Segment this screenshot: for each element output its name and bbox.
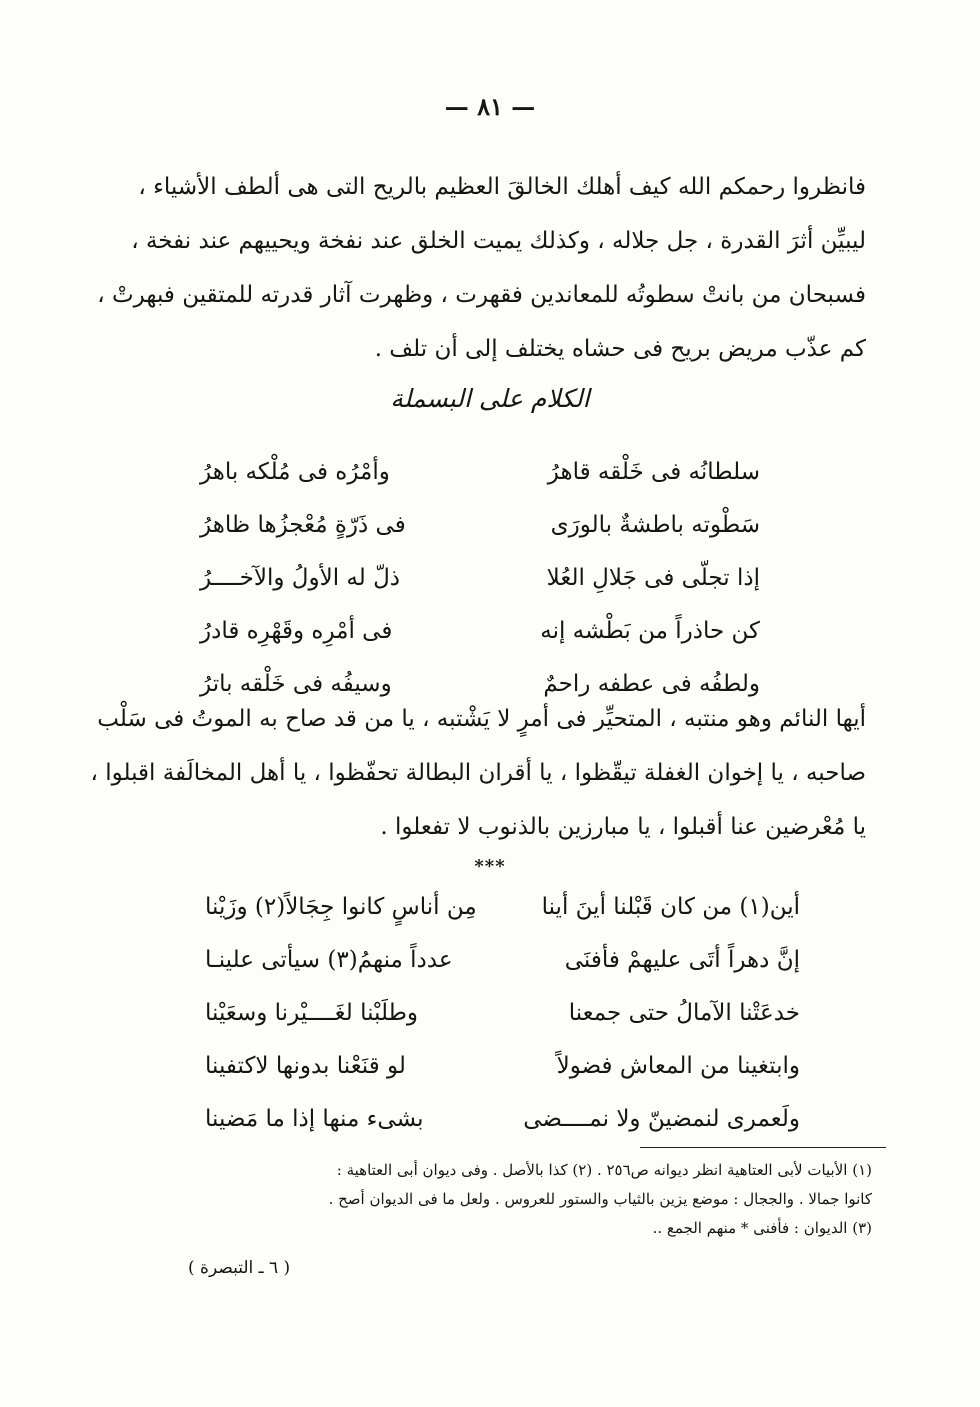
verse-line xyxy=(205,1039,800,1092)
verse-hemistich-second: بشىء منها إذا ما مَضينا xyxy=(205,1105,424,1132)
verse-hemistich-first: كن حاذراً من بَطْشه إنه xyxy=(540,617,760,644)
verse-line xyxy=(205,986,800,1039)
verse-hemistich-second: مِن أناسٍ كانوا جِجَالاً(٢) وزَيْنا xyxy=(205,893,477,920)
verse-line xyxy=(200,604,760,657)
verse-hemistich-first: أين(١) من كان قَبْلنا أينَ أينا xyxy=(541,893,800,920)
verse-hemistich-second: فى ذَرّةٍ مُعْجزُها ظاهرُ xyxy=(200,511,406,538)
verse-hemistich-first: إنَّ دهراً أتَى عليهمْ فأفنَى xyxy=(564,946,800,973)
text-line: أيها النائم وهو منتبه ، المتحيِّر فى أمرٍ لا يَشْتبه ، يا من قد صاح به الموتُ فى سَلْب xyxy=(97,706,866,732)
verse-hemistich-second: فى أمْرِه وقَهْرِه قادرُ xyxy=(200,617,393,644)
poem-1 xyxy=(200,445,760,710)
verse-hemistich-first: سَطْوته باطشةٌ بالورَى xyxy=(550,511,760,538)
verse-hemistich-second: لو قنَعْنا بدونها لاكتفينا xyxy=(205,1052,406,1079)
text-line: يا مُعْرضين عنا أقبلوا ، يا مبارزين بالذنوب لا تفعلوا . xyxy=(380,814,866,840)
verse-hemistich-second: وسيفُه فى خَلْقه باترُ xyxy=(200,670,392,697)
verse-line xyxy=(205,880,800,933)
footnote-separator xyxy=(640,1147,886,1148)
verse-hemistich-first: ولطفُه فى عطفه راحمٌ xyxy=(543,670,760,697)
verse-hemistich-second: ذلّ له الأولُ والآخــــرُ xyxy=(200,564,401,591)
verse-hemistich-second: وطلَبْنا لغَــــيْرنا وسعَيْنا xyxy=(205,999,418,1026)
text-line: فانظروا رحمكم الله كيف أهلك الخالقَ العظيم بالريح التى هى ألطف الأشياء ، xyxy=(138,174,866,200)
text-line: صاحبه ، يا إخوان الغفلة تيقّظوا ، يا أقران البطالة تحفّظوا ، يا أهل المخالَفة اقبلوا ، xyxy=(90,760,866,786)
paragraph-1 xyxy=(97,160,866,376)
verse-line xyxy=(200,498,760,551)
verse-hemistich-second: وأمْرُه فى مُلْكه باهرُ xyxy=(200,458,390,485)
text-line: فسبحان من بانتْ سطوتُه للمعاندين فقهرت ، وظهرت آثار قدرته للمتقين فبهرتْ ، xyxy=(97,282,866,308)
verse-hemistich-first: سلطانُه فى خَلْقه قاهرُ xyxy=(547,458,760,485)
text-line: كم عذّب مريض بريح فى حشاه يختلف إلى أن تلف . xyxy=(374,336,866,362)
verse-hemistich-first: وابتغينا من المعاش فضولاً xyxy=(556,1052,800,1079)
poem-2 xyxy=(205,880,800,1145)
printer-signature: ( ٦ ـ التبصرة ) xyxy=(188,1258,291,1278)
verse-line xyxy=(200,551,760,604)
section-divider-stars: *** xyxy=(474,856,506,877)
verse-hemistich-first: ولَعمرى لنمضينّ ولا نمــــضى xyxy=(523,1105,800,1132)
verse-hemistich-first: إذا تجلّى فى جَلالِ العُلا xyxy=(546,564,760,591)
footnotes xyxy=(150,1156,872,1243)
verse-line xyxy=(205,1092,800,1145)
section-heading: الكلام على البسملة xyxy=(390,384,590,413)
footnote-line: (٣) الديوان : فأفنى * منهم الجمع .. xyxy=(652,1219,872,1237)
page-number: — ٨١ — xyxy=(444,92,536,121)
verse-hemistich-second: عدداً منهمُ(٣) سيأتى علينـا xyxy=(205,946,453,973)
verse-hemistich-first: خدعَتْنا الآمالُ حتى جمعنا xyxy=(568,999,800,1026)
footnote-line: (١) الأبيات لأبى العتاهية انظر ديوانه ص٢٥٦ . (٢) كذا بالأصل . وفى ديوان أبى العتاهية : xyxy=(336,1161,872,1179)
verse-line xyxy=(205,933,800,986)
text-line: ليبيِّن أثرَ القدرة ، جل جلاله ، وكذلك يميت الخلق عند نفخة ويحييهم عند نفخة ، xyxy=(131,228,866,254)
verse-line xyxy=(200,445,760,498)
paragraph-2 xyxy=(90,692,866,854)
footnote-line: كانوا جمالا . والججال : موضع يزين بالثياب والستور للعروس . ولعل ما فى الديوان أصح . xyxy=(328,1190,872,1208)
